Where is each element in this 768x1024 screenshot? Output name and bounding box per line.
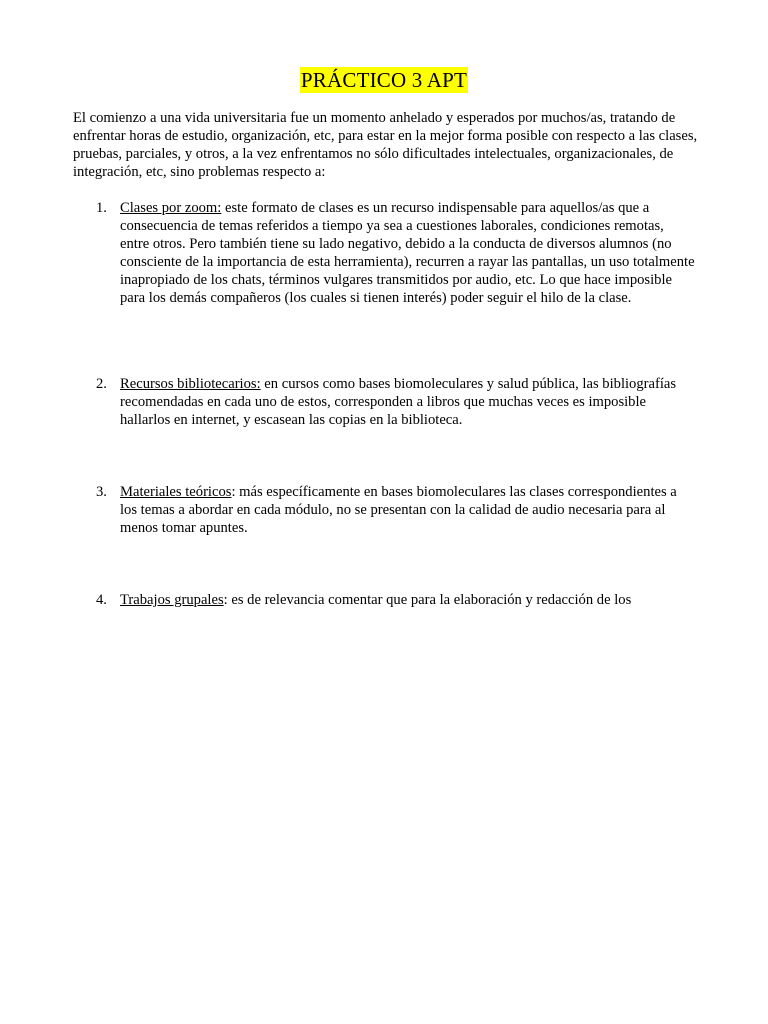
page-title: PRÁCTICO 3 APT [300,68,468,92]
list-item-body [120,199,696,307]
intro-paragraph: El comienzo a una vida universitaria fue un momento anhelado y esperados por muchos/as, tratando de enfrentar horas de estudio, organización, etc, para estar en la mejor forma posible con respecto a las clases, pruebas, parciales, y otros, a la vez enfrentamos no sólo dificultades intelectuales, organizacionales, de integración, etc, sino problemas respecto a: [73,110,698,180]
list-item-body [120,483,696,537]
list-item-heading: Materiales teóricos [120,484,232,500]
list-item-text: : más específicamente en bases biomoleculares las clases correspondientes a los temas a abordar en cada módulo, no se presentan con la calidad de audio necesaria para al menos tomar apuntes. [120,484,677,536]
list-item-number: 4. [96,592,107,608]
list-item-trabajos-grupales [96,591,696,609]
list-item-materiales-teoricos [96,483,696,537]
list-item-text: : es de relevancia comentar que para la elaboración y redacción de los [223,592,632,608]
list-item-text: este formato de clases es un recurso indispensable para aquellos/as que a consecuencia de temas referidos a tiempo ya sea a cuestiones laborales, condiciones remotas, entre otros. Pero también tiene su lado negativo, debido a la conducta de diversos alumnos (no consciente de la importancia de esta herramienta), recurren a rayar las pantallas, un uso totalmente inapropiado de los chats, términos vulgares transmitidos por audio, etc. Lo que hace imposible para los demás compañeros (los cuales si tienen interés) poder seguir el hilo de la clase. [120,200,695,306]
list-item-clases-por-zoom [96,199,696,307]
title-container [0,67,768,93]
list-item-heading: Recursos bibliotecarios: [120,376,261,392]
list-item-number: 3. [96,484,107,500]
list-item-body [120,375,696,429]
list-item-number: 2. [96,376,107,392]
list-item-number: 1. [96,200,107,216]
list-item-heading: Clases por zoom: [120,200,222,216]
list-item-recursos-bibliotecarios [96,375,696,429]
list-item-heading: Trabajos grupales [120,592,224,608]
list-item-body [120,591,696,609]
list-item-text: en cursos como bases biomoleculares y salud pública, las bibliografías recomendadas en cada uno de estos, corresponden a libros que muchas veces es imposible hallarlos en internet, y escasean las copias en la biblioteca. [120,376,677,428]
